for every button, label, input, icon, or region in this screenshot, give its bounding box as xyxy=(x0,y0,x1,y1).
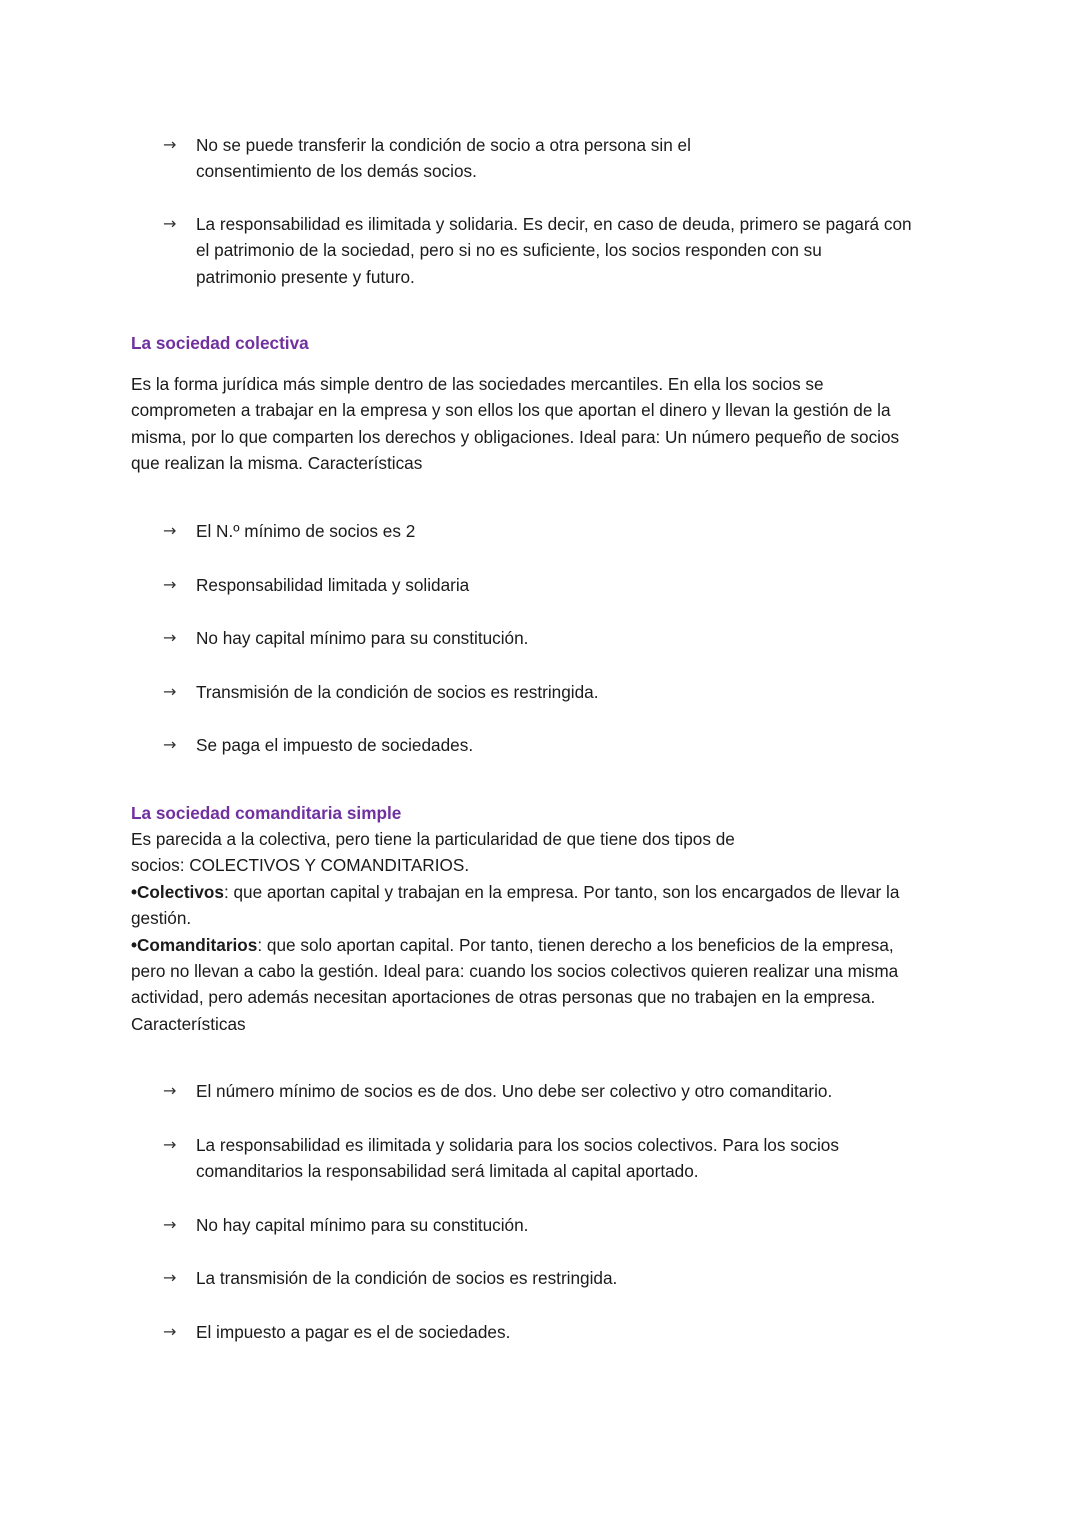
paragraph-line: Características xyxy=(131,1013,246,1034)
bullet-text: No hay capital mínimo para su constitución. xyxy=(196,1215,529,1235)
arrow-icon: → xyxy=(163,735,177,754)
bullet-text: Transmisión de la condición de socios es restringida. xyxy=(196,682,599,702)
bullet-text: La transmisión de la condición de socios es restringida. xyxy=(196,1268,618,1288)
bullet-text-line: La responsabilidad es ilimitada y solidaria para los socios colectivos. Para los socios xyxy=(196,1135,839,1155)
arrow-icon: → xyxy=(163,628,177,647)
bullet-text: El N.º mínimo de socios es 2 xyxy=(196,521,416,541)
bullet-text-line: comanditarios la responsabilidad será limitada al capital aportado. xyxy=(196,1161,699,1182)
bullet-item xyxy=(163,1265,963,1291)
arrow-icon: → xyxy=(163,1215,177,1234)
comanditarios-text: : que solo aportan capital. Por tanto, tienen derecho a los beneficios de la empresa, xyxy=(257,934,894,955)
colectivos-text: : que aportan capital y trabajan en la empresa. Por tanto, son los encargados de llevar la xyxy=(223,881,900,902)
bullet-text: El número mínimo de socios es de dos. Uno debe ser colectivo y otro comanditario. xyxy=(196,1081,833,1101)
bullet-text-line: No se puede transferir la condición de socio a otra persona sin el xyxy=(196,135,691,155)
paragraph-line: comprometen a trabajar en la empresa y son ellos los que aportan el dinero y llevan la gestión de la xyxy=(131,400,891,421)
bullet-text-line: La responsabilidad es ilimitada y solidaria. Es decir, en caso de deuda, primero se pagará con xyxy=(196,214,912,234)
arrow-icon: → xyxy=(163,214,177,233)
arrow-icon: → xyxy=(163,135,177,154)
paragraph-line: gestión. xyxy=(131,908,192,929)
colectivos-term: •Colectivos xyxy=(131,881,224,902)
bullet-item xyxy=(163,625,963,651)
bullet-text: Responsabilidad limitada y solidaria xyxy=(196,575,470,595)
paragraph-line: pero no llevan a cabo la gestión. Ideal para: cuando los socios colectivos quieren realizar una misma xyxy=(131,961,899,982)
bullet-item xyxy=(163,679,963,705)
paragraph-line: actividad, pero además necesitan aportaciones de otras personas que no trabajen en la empresa. xyxy=(131,987,876,1008)
bullet-text-line: patrimonio presente y futuro. xyxy=(196,266,415,287)
bullet-item xyxy=(163,518,963,544)
bullet-item xyxy=(163,572,963,598)
comanditarios-line xyxy=(131,932,951,958)
arrow-icon: → xyxy=(163,1135,177,1154)
paragraph-line: misma, por lo que comparten los derechos y obligaciones. Ideal para: Un número pequeño de socios xyxy=(131,426,900,447)
bullet-item xyxy=(163,1212,963,1238)
section-heading-comanditaria: La sociedad comanditaria simple xyxy=(131,803,402,823)
bullet-item xyxy=(163,1319,963,1345)
comanditaria-description xyxy=(131,826,951,1037)
colectivos-line xyxy=(131,879,951,905)
paragraph-line: Es parecida a la colectiva, pero tiene la particularidad de que tiene dos tipos de xyxy=(131,829,735,849)
bullet-item xyxy=(163,1078,963,1104)
arrow-icon: → xyxy=(163,575,177,594)
section-heading-colectiva: La sociedad colectiva xyxy=(131,333,309,353)
bullet-text-line: el patrimonio de la sociedad, pero si no es suficiente, los socios responden con su xyxy=(196,240,822,261)
colectiva-description xyxy=(131,371,951,477)
arrow-icon: → xyxy=(163,1322,177,1341)
bullet-text: No hay capital mínimo para su constitución. xyxy=(196,628,529,648)
paragraph-line: Es la forma jurídica más simple dentro de las sociedades mercantiles. En ella los socios se xyxy=(131,374,824,394)
bullet-text-line: consentimiento de los demás socios. xyxy=(196,161,477,182)
paragraph-line: que realizan la misma. Características xyxy=(131,453,423,474)
arrow-icon: → xyxy=(163,521,177,540)
arrow-icon: → xyxy=(163,1268,177,1287)
bullet-text: El impuesto a pagar es el de sociedades. xyxy=(196,1322,511,1342)
bullet-item xyxy=(163,1132,963,1185)
arrow-icon: → xyxy=(163,682,177,701)
arrow-icon: → xyxy=(163,1081,177,1100)
paragraph-line: socios: COLECTIVOS Y COMANDITARIOS. xyxy=(131,855,470,876)
bullet-item xyxy=(163,211,963,290)
bullet-text: Se paga el impuesto de sociedades. xyxy=(196,735,474,755)
comanditarios-term: •Comanditarios xyxy=(131,934,258,955)
bullet-item xyxy=(163,132,963,185)
bullet-item xyxy=(163,732,963,758)
